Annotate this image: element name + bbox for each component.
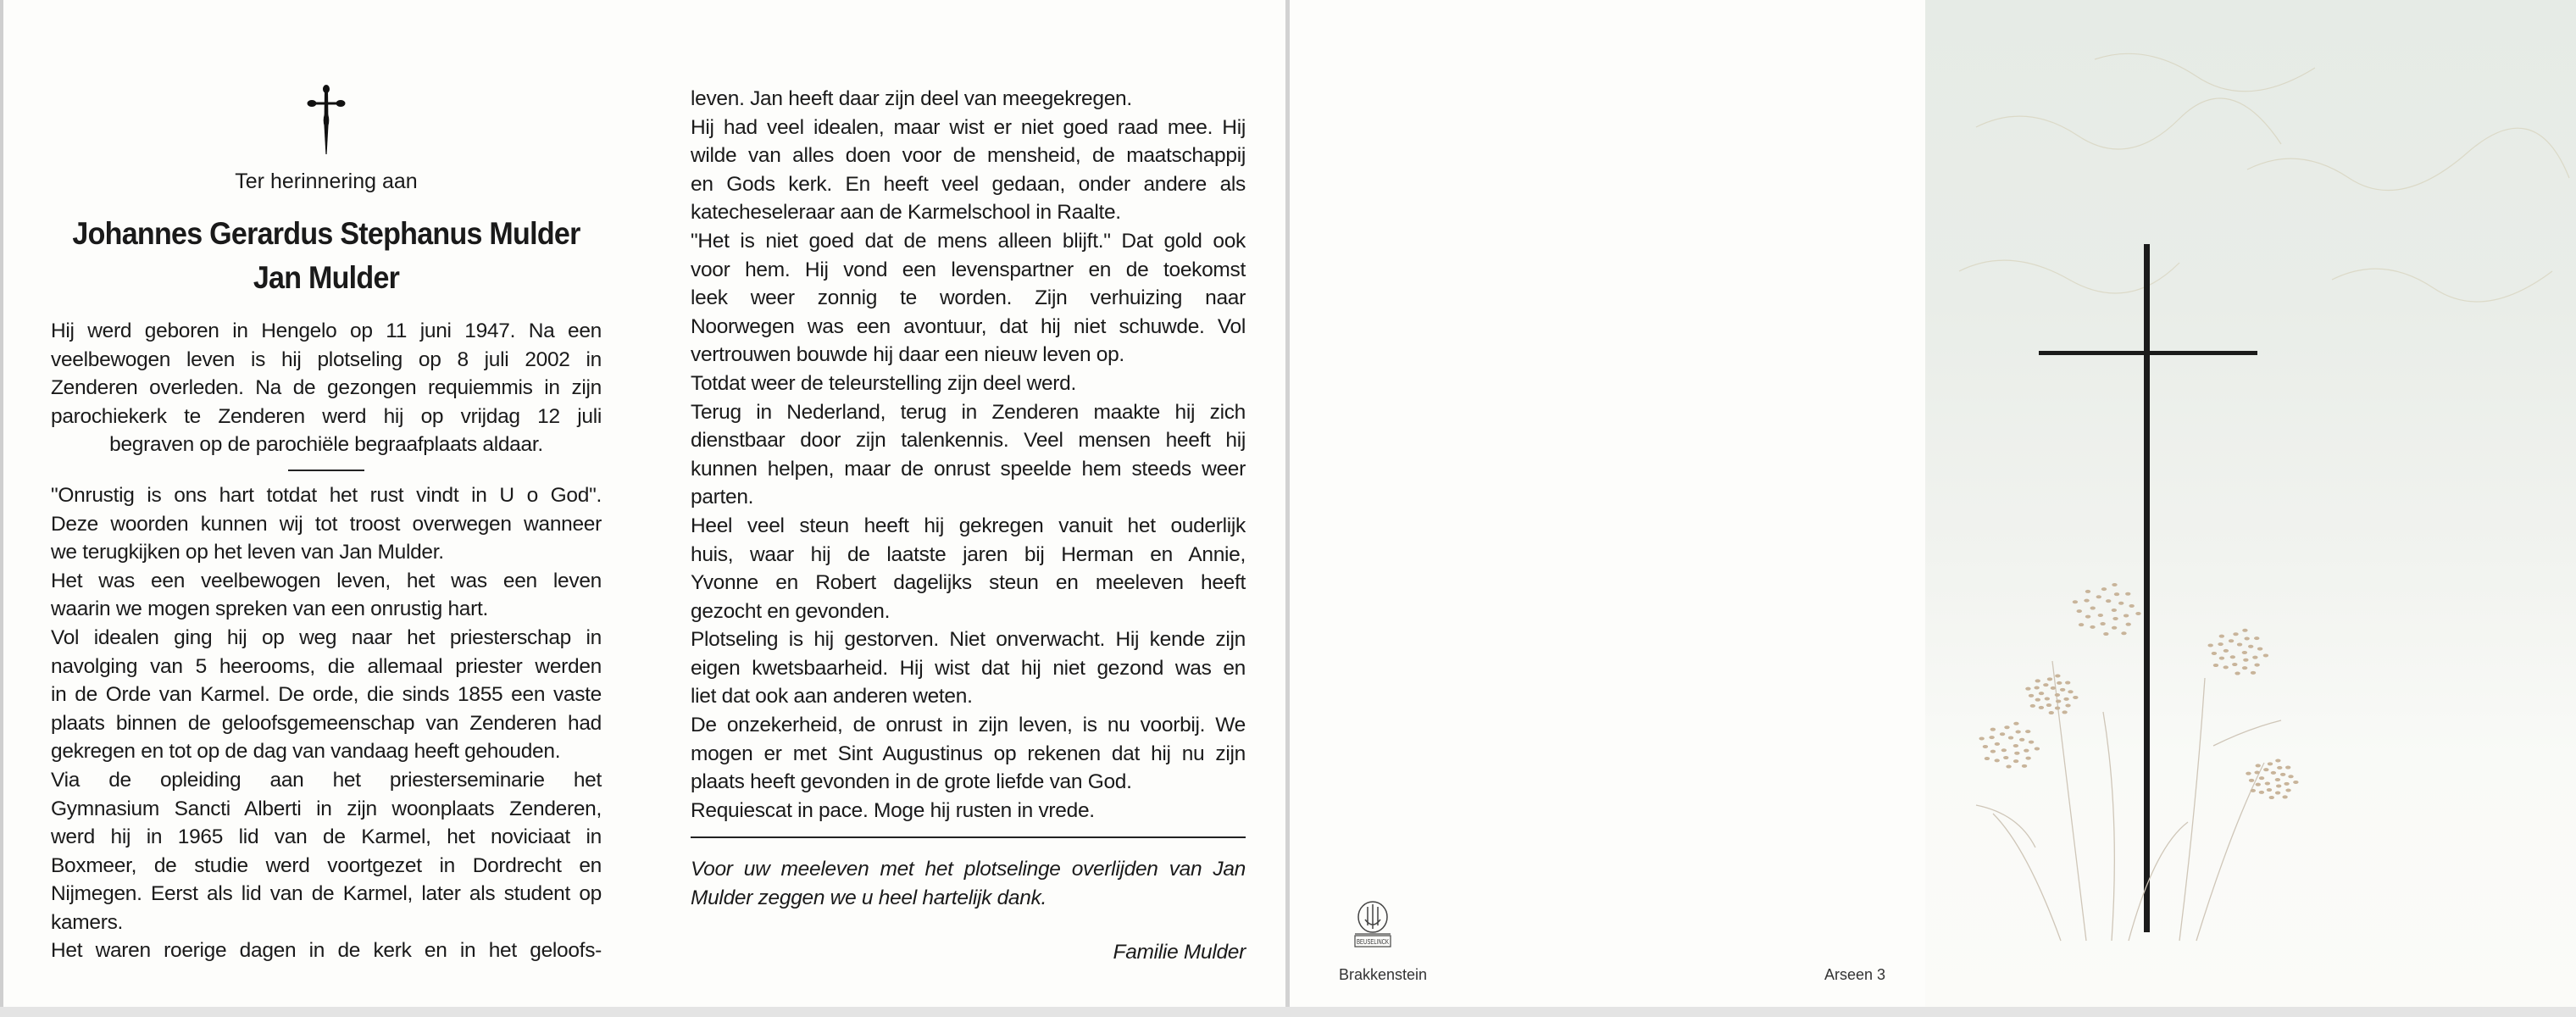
grass-seed bbox=[1979, 736, 1984, 740]
grass-seed bbox=[2275, 759, 2280, 763]
grass-seed bbox=[2029, 694, 2034, 697]
grass-seed bbox=[2077, 609, 2082, 613]
text-line: vertrouwen bouwde hij daar een nieuw leven op. bbox=[691, 343, 1124, 367]
grass-seed bbox=[2060, 688, 2065, 692]
text-line: Vol idealen ging hij op weg naar het priesterschap in bbox=[51, 625, 602, 649]
text-line: Heel veel steun heeft hij gekregen vanuit het ouderlijk bbox=[691, 514, 1246, 537]
grass-seed bbox=[2229, 639, 2234, 642]
grass-seed bbox=[1990, 750, 1996, 753]
grass-seed bbox=[2062, 710, 2067, 714]
full-name: Johannes Gerardus Stephanus Mulder bbox=[72, 216, 580, 251]
grass-seed bbox=[2282, 795, 2287, 798]
grass-seed bbox=[2090, 607, 2096, 610]
grass-seed bbox=[2019, 738, 2024, 742]
grass-seed bbox=[2285, 789, 2290, 792]
text-line: navolging van 5 heerooms, die allemaal priester werden bbox=[51, 654, 602, 678]
grass-seed bbox=[1985, 757, 1990, 760]
text-line: kunnen helpen, maar de onrust speelde hem steeds weer bbox=[691, 457, 1246, 481]
grass-seed bbox=[2008, 736, 2013, 740]
grass-seed bbox=[2254, 664, 2259, 667]
grass-seed bbox=[2121, 631, 2126, 635]
middle-page-text bbox=[691, 85, 1246, 966]
text-line: parten. bbox=[691, 486, 754, 509]
grass-seed bbox=[2013, 744, 2018, 747]
text-line: "Onrustig is ons hart totdat het rust vindt in U o God". bbox=[51, 483, 602, 507]
text-line: liet dat ook aan anderen weten. bbox=[691, 685, 973, 709]
publisher-name: Brakkenstein bbox=[1339, 966, 1428, 983]
grass-seed bbox=[2098, 614, 2103, 617]
grass-seed bbox=[2246, 772, 2251, 775]
grass-seed bbox=[2073, 696, 2078, 699]
grass-seed bbox=[2219, 657, 2224, 660]
opening-line: veelbewogen leven is hij plotseling op 8 juli 2002 in bbox=[51, 347, 602, 371]
grass-seed bbox=[2257, 647, 2262, 651]
grass-seed bbox=[1995, 742, 2000, 746]
text-line: De onzekerheid, de onrust in zijn leven, is nu voorbij. We bbox=[691, 714, 1246, 737]
grass-seed bbox=[2248, 645, 2253, 648]
text-line: eigen kwetsbaarheid. Hij wist dat hij niet gezond was en bbox=[691, 656, 1246, 680]
text-line: Totdat weer de teleurstelling zijn deel werd. bbox=[691, 371, 1076, 395]
grass-seed bbox=[2024, 749, 2029, 753]
text-line: Deze woorden kunnen wij tot troost overwegen wanneer bbox=[51, 512, 602, 536]
text-line: katecheseleraar aan de Karmelschool in Raalte. bbox=[691, 201, 1121, 225]
text-line: Yvonne en Robert dagelijks steun en meeleven heeft bbox=[691, 571, 1246, 595]
text-line: huis, waar hij de laatste jaren bij Herman en Annie, bbox=[691, 542, 1246, 566]
grass-seed bbox=[2085, 615, 2090, 619]
grass-seed bbox=[2263, 653, 2268, 657]
grass-seed bbox=[2244, 637, 2249, 641]
grass-seed bbox=[2268, 762, 2273, 765]
thanks-line: Mulder zeggen we u heel hartelijk dank. bbox=[691, 886, 1047, 910]
text-line: kamers. bbox=[51, 910, 124, 934]
text-line: gezocht en gevonden. bbox=[691, 599, 891, 623]
text-line: waarin we mogen spreken van een onrustig hart. bbox=[51, 597, 488, 621]
publisher-logo bbox=[1352, 900, 1393, 953]
text-line: Het was een veelbewogen leven, het was een leven bbox=[51, 569, 602, 592]
grass-seed bbox=[2242, 666, 2247, 670]
grass-seed bbox=[2101, 587, 2107, 591]
grass-seed bbox=[2035, 747, 2040, 750]
divider bbox=[288, 470, 364, 471]
grass-seed bbox=[2025, 757, 2030, 760]
grass-seed bbox=[2125, 592, 2130, 596]
left-page-text bbox=[51, 317, 602, 965]
grass-seed bbox=[2013, 722, 2018, 725]
grass-seed bbox=[2057, 681, 2062, 685]
text-line: "Het is niet goed dat de mens alleen blijft." Dat gold ook bbox=[691, 229, 1246, 253]
text-line: Gymnasium Sancti Alberti in zijn woonplaats Zenderen, bbox=[51, 797, 602, 820]
grass-seed bbox=[2254, 770, 2259, 774]
grass-seed bbox=[2230, 655, 2235, 659]
grass-seed bbox=[2223, 665, 2228, 669]
text-line: plaats binnen de geloofsgemeenschap van Zenderen had bbox=[51, 711, 602, 735]
grass-seed bbox=[2235, 672, 2240, 675]
grass-seed bbox=[2079, 623, 2084, 626]
opening-line: Zenderen overleden. Na de gezongen requiemmis in zijn bbox=[51, 376, 602, 400]
divider bbox=[691, 836, 1246, 838]
grass-seed bbox=[2288, 775, 2293, 778]
grass-seed bbox=[2276, 784, 2281, 787]
publisher-logo-text: BEUSELINCK bbox=[1357, 938, 1390, 946]
grass-seed bbox=[2277, 766, 2282, 770]
page-edge bbox=[0, 0, 3, 1017]
grass-seeds bbox=[1979, 583, 2298, 799]
grass-seed bbox=[2063, 697, 2068, 701]
grass-seed bbox=[2047, 677, 2052, 681]
grass-seed bbox=[2251, 671, 2256, 675]
signature: Familie Mulder bbox=[1113, 940, 1246, 964]
grass-seed bbox=[2263, 768, 2268, 771]
grass-seed bbox=[2254, 636, 2259, 640]
grass-seed bbox=[2267, 788, 2272, 792]
grass-stems bbox=[1976, 661, 2281, 941]
grass-seed bbox=[2112, 609, 2117, 612]
text-line: leven. Jan heeft daar zijn deel van meegekregen. bbox=[691, 87, 1132, 110]
grass-seed bbox=[2029, 741, 2034, 744]
grass-seed bbox=[2045, 697, 2050, 700]
cover-illustration bbox=[1925, 0, 2576, 1007]
grass-seed bbox=[2055, 693, 2060, 697]
scan-border bbox=[0, 1007, 2576, 1017]
grass-seed bbox=[2096, 595, 2101, 598]
grass-seed bbox=[2207, 643, 2212, 647]
grass-seed bbox=[1983, 745, 1988, 748]
grass-seed bbox=[2103, 632, 2108, 636]
grass-seed bbox=[2015, 731, 2020, 734]
text-line: werd hij in 1965 lid van de Karmel, het noviciaat in bbox=[51, 825, 602, 849]
grass-seed bbox=[2265, 781, 2270, 785]
grass-seed bbox=[2003, 756, 2008, 759]
text-line: we terugkijken op het leven van Jan Mulder. bbox=[51, 541, 444, 564]
grass-seed bbox=[2000, 732, 2005, 736]
grass-seed bbox=[2055, 707, 2060, 710]
text-line: en Gods kerk. En heeft veel gedaan, onder andere als bbox=[691, 172, 1246, 196]
cross-illustration bbox=[2039, 244, 2257, 932]
text-line: Requiescat in pace. Moge hij rusten in vrede. bbox=[691, 798, 1095, 822]
grass-seed bbox=[2237, 643, 2242, 647]
grass-seed bbox=[2256, 764, 2261, 767]
text-line: Hij had veel idealen, maar wist er niet goed raad mee. Hij bbox=[691, 115, 1246, 139]
grass-seed bbox=[2126, 623, 2131, 626]
text-line: Via de opleiding aan het priesterseminarie het bbox=[51, 768, 602, 792]
card-code: Arseen 3 bbox=[1824, 966, 1886, 983]
grass-seed bbox=[2223, 649, 2229, 653]
grass-seed bbox=[2271, 771, 2276, 775]
grass-seed bbox=[2013, 759, 2018, 763]
grass-seed bbox=[2242, 651, 2247, 654]
grass-seed bbox=[2249, 779, 2254, 782]
grass-seed bbox=[2100, 622, 2105, 625]
grass-seed bbox=[2039, 692, 2044, 695]
text-line: Terug in Nederland, terug in Zenderen maakte hij zich bbox=[691, 400, 1246, 424]
grass-seed bbox=[2259, 776, 2264, 780]
grass-seed bbox=[2112, 583, 2117, 586]
grass-seed bbox=[2252, 656, 2257, 659]
grass-seed bbox=[2055, 675, 2060, 678]
grass-seed bbox=[2046, 703, 2051, 707]
grass-seed bbox=[2022, 764, 2027, 768]
text-line: dienstbaar door zijn talenkennis. Veel mensen heeft hij bbox=[691, 429, 1246, 453]
grass-seed bbox=[2106, 599, 2111, 603]
card-fold bbox=[1285, 0, 1290, 1017]
grass-seed bbox=[2112, 617, 2118, 620]
grass-seed bbox=[2049, 711, 2054, 714]
cross-icon bbox=[307, 83, 346, 158]
text-line: gekregen en tot op de dag van vandaag heeft gehouden. bbox=[51, 740, 561, 764]
grass-seed bbox=[2001, 748, 2007, 752]
grass-seed bbox=[2065, 681, 2070, 685]
grass-seed bbox=[2129, 604, 2134, 608]
text-line: Noorwegen was een avontuur, dat hij niet schuwde. Vol bbox=[691, 314, 1246, 338]
grass-seed bbox=[2065, 704, 2070, 708]
grass-seed bbox=[2233, 632, 2238, 636]
grass-seed bbox=[1990, 728, 1996, 731]
thanks-line: Voor uw meeleven met het plotselinge overlijden van Jan bbox=[691, 858, 1246, 881]
grass-seed bbox=[2275, 778, 2280, 781]
grass-seed bbox=[2090, 625, 2095, 629]
grass-seed bbox=[2218, 642, 2223, 646]
text-line: voor hem. Hij vond een levenspartner en de toekomst bbox=[691, 258, 1246, 281]
grass-seed bbox=[2256, 783, 2261, 786]
grass-seed bbox=[2284, 782, 2289, 786]
opening-line: parochiekerk te Zenderen werd hij op vrijdag 12 juli bbox=[51, 404, 602, 428]
grass-seed bbox=[2006, 765, 2011, 769]
grass-seed bbox=[2068, 690, 2073, 693]
grass-seed bbox=[2219, 635, 2224, 638]
intro-text: Ter herinnering aan bbox=[235, 170, 418, 193]
grass-seed bbox=[2084, 599, 2089, 603]
grass-seed bbox=[2124, 614, 2129, 617]
grass-seed bbox=[2051, 686, 2056, 690]
short-name: Jan Mulder bbox=[253, 260, 400, 295]
grass-seed bbox=[2039, 706, 2044, 709]
grass-seed bbox=[2251, 789, 2256, 792]
grass-seed bbox=[2085, 590, 2090, 593]
grass-seed bbox=[2118, 602, 2124, 605]
text-line: Boxmeer, de studie werd voortgezet in Dordrecht en bbox=[51, 853, 602, 877]
grass-seed bbox=[2232, 663, 2237, 666]
grass-seed bbox=[1994, 759, 1999, 762]
grass-seed bbox=[2114, 592, 2119, 596]
grass-seed bbox=[2275, 792, 2280, 795]
grass-seed bbox=[2269, 796, 2274, 799]
grass-seed bbox=[2212, 652, 2217, 655]
grass-seed bbox=[2043, 683, 2048, 686]
grass-seed bbox=[2242, 629, 2247, 632]
grass-seed bbox=[2030, 704, 2035, 708]
grass-seed bbox=[2056, 699, 2061, 703]
grass-seed bbox=[2034, 686, 2039, 689]
grass-seed bbox=[2285, 766, 2290, 770]
text-line: Nijmegen. Eerst als lid van de Karmel, later als student op bbox=[51, 882, 602, 906]
text-line: wilde van alles doen voor de mensheid, de maatschappij bbox=[691, 144, 1246, 168]
grass-seed bbox=[2035, 698, 2040, 702]
grass-seed bbox=[2293, 781, 2298, 784]
text-line: plaats heeft gevonden in de grote liefde van God. bbox=[691, 770, 1132, 794]
grass-seed bbox=[2135, 612, 2140, 615]
grass-seed bbox=[2259, 791, 2264, 794]
text-line: Plotseling is hij gestorven. Niet onverwacht. Hij kende zijn bbox=[691, 628, 1246, 652]
grass-seed bbox=[2014, 752, 2019, 755]
text-line: Het waren roerige dagen in de kerk en in het geloofs- bbox=[51, 939, 602, 963]
grass-seed bbox=[2280, 773, 2285, 776]
grass-seed bbox=[1989, 736, 1994, 739]
grass-seed bbox=[2243, 659, 2248, 662]
grass-seed bbox=[2004, 725, 2009, 729]
text-line: mogen er met Sint Augustinus op rekenen dat hij nu zijn bbox=[691, 742, 1246, 765]
opening-line: begraven op de parochiële begraafplaats aldaar. bbox=[109, 433, 543, 457]
grass-seed bbox=[2112, 626, 2117, 630]
grass-seed bbox=[2073, 600, 2078, 603]
opening-line: Hij werd geboren in Hengelo op 11 juni 1947. Na een bbox=[51, 320, 602, 342]
text-line: leek weer zonnig te worden. Zijn verhuizing naar bbox=[691, 286, 1246, 310]
grass-seed bbox=[2025, 687, 2030, 691]
grass-seed bbox=[2213, 664, 2218, 667]
grass-seed bbox=[2035, 679, 2040, 682]
grass-seed bbox=[2025, 730, 2030, 733]
text-line: in de Orde van Karmel. De orde, die sinds 1855 een vaste bbox=[51, 683, 602, 707]
